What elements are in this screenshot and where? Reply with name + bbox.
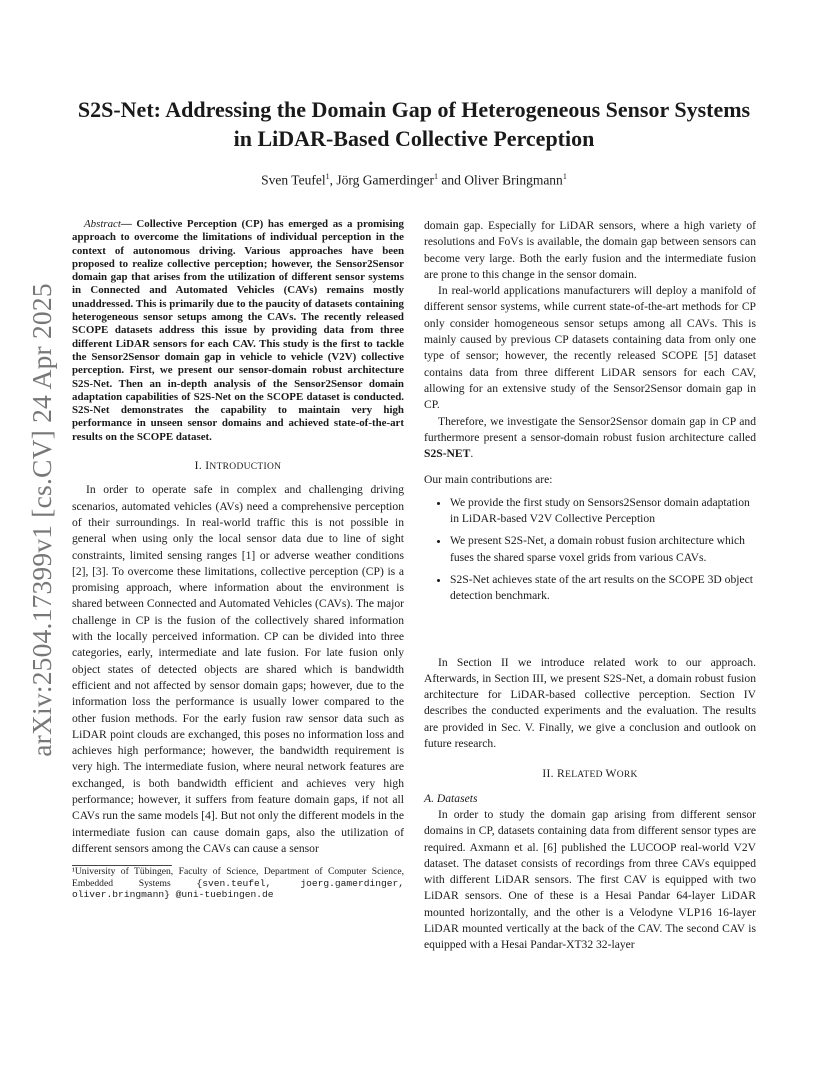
- section-title-rest: ORK: [616, 770, 638, 781]
- author-affiliation: 1: [325, 172, 330, 181]
- introduction-paragraph: In order to operate safe in complex and challenging driving scenarios, automated vehicles (AVs) need a comprehensive perception of their surroundings. In real-world traffic this is not possible in general when using only the local sensor data due to line of sight constraints, limited sensing ranges [1] or adverse weather conditions [2], [3]. To overcome these limitations, collective perception (CP) is a promising approach, where information about the environment is shared between Connected and Automated Vehicles (CAVs). The major challenge in CP is the fusion of the collectively shared information with the locally perceived information. CP can be divided into three categories, early, intermediate and late fusion. For late fusion only object states of detected objects are shared which is bandwidth efficient and not affected by sensor domain gaps; however, due to the information loss the performance is usually lower compared to the other fusion methods. For the early fusion raw sensor data such as LiDAR point clouds are exchanged, this poses no information loss and achieves high performance; however, the bandwidth requirement is very high. The intermediate fusion, where neural network features are exchanged, is both bandwidth efficient and achieves very high performance; however, it suffers from feature domain gaps, if not all CAVs run the same models [4]. But not only the different models in the intermediate fusion can cause domain gaps, also the utilization of different sensors among the CAVs can cause a sensor: [72, 483, 404, 855]
- affiliation-footnote: [72, 866, 404, 901]
- list-item: • We provide the first study on Sensors2Sensor domain adaptation in LiDAR-based V2V Collective Perception: [450, 495, 756, 528]
- author-separator: and: [437, 172, 465, 188]
- author-separator: ,: [329, 172, 337, 188]
- section-heading-introduction: [72, 458, 404, 475]
- method-name: S2S-NET: [424, 447, 471, 461]
- arxiv-identifier-text: arXiv:2504.17399v1 [cs.CV] 24 Apr 2025: [26, 283, 57, 757]
- list-item: • We present S2S-Net, a domain robust fusion architecture which fuses the shared sparse voxel grids from various CAVs.: [450, 533, 756, 566]
- section-heading-related-work: [424, 766, 756, 783]
- body-paragraph: In order to study the domain gap arising from different sensor domains in CP, datasets containing data from different sensor types are required. Axmann et al. [6] published the LUCOOP real-world V2V dataset. The dataset consists of recordings from three CAVs equipped with different LiDAR sensors. The first CAV is equipped with two LiDAR sensors. One of these is a Hesai Pandar 64-layer LiDAR mounted horizontally, and the other is a Velodyne VLP16 16-layer LiDAR mounted vertically at the back of the CAV. The second CAV is equipped with a Hesai Pandar-XT32 32-layer: [424, 807, 756, 952]
- contributions-intro: Our main contributions are:: [424, 473, 553, 487]
- body-paragraph: In real-world applications manufacturers will deploy a manifold of different sensor systems, while current state-of-the-art methods for CP only consider homogeneous sensor setups among all CAVs. This is mainly caused by previous CP datasets containing data from only one type of sensor; however, the recently released SCOPE [5] dataset contains data from three different LiDAR sensors for each CAV, allowing for an extensive study of the Sensor2Sensor domain gap in CP.: [424, 284, 756, 412]
- section-number: I.: [194, 459, 206, 473]
- title-line-2: in LiDAR-Based Collective Perception: [233, 126, 595, 151]
- author-list: [60, 172, 768, 189]
- body-paragraph: [424, 414, 756, 463]
- author-name: Sven Teufel: [261, 172, 326, 188]
- title-line-1: S2S-Net: Addressing the Domain Gap of Heterogeneous Sensor Systems: [77, 97, 751, 122]
- section-title-initial: W: [605, 767, 617, 781]
- footnote-emails: {sven.teufel, joerg.gamerdinger, oliver.bringmann} @uni-tuebingen.de: [72, 877, 405, 901]
- left-column: [72, 218, 404, 901]
- list-item: • S2S-Net achieves state of the art results on the SCOPE 3D object detection benchmark.: [450, 572, 756, 605]
- section-title-initial: I: [205, 459, 210, 473]
- abstract-text: — Collective Perception (CP) has emerged as a promising approach to overcome the limitations of individual perception in the context of autonomous driving. Various approaches have been proposed to realize collective perception; however, the Sensor2Sensor domain gap that arises from the utilization of different sensor systems in Connected and Automated Vehicles (CAVs) remains mostly unaddressed. This is primarily due to the paucity of datasets containing heterogeneous sensor setups among the CAVs. The recently released SCOPE datasets address this issue by providing data from three different LiDAR sensors for each CAV. This study is the first to tackle the Sensor2Sensor domain gap in vehicle to vehicle (V2V) collective perception. First, we present our sensor-domain robust architecture S2S-Net. Then an in-depth analysis of the Sensor2Sensor domain adaptation capabilities of S2S-Net on the SCOPE dataset is conducted. S2S-Net demonstrates the capability to maintain very high performance in unseen sensor domains and achieved state-of-the-art results on the SCOPE dataset.: [72, 218, 404, 443]
- section-number: II.: [542, 767, 558, 781]
- section-title-rest: NTRODUCTION: [209, 462, 282, 473]
- paragraph-text: Therefore, we investigate the Sensor2Sensor domain gap in CP and furthermore present a sensor-domain robust fusion architecture called: [424, 414, 756, 444]
- author-affiliation: 1: [562, 172, 567, 181]
- section-title-initial: R: [557, 767, 566, 781]
- author-name: Oliver Bringmann: [464, 172, 563, 188]
- contributions-list: [424, 495, 756, 605]
- subsection-heading-datasets: A. Datasets: [424, 791, 478, 805]
- right-column: [424, 218, 756, 954]
- author-affiliation: 1: [433, 172, 438, 181]
- section-title-rest: ELATED: [565, 770, 606, 781]
- paper-title: [60, 95, 768, 153]
- abstract: [72, 218, 404, 444]
- arxiv-identifier: [22, 280, 62, 760]
- footnote-affiliation: ¹University of Tübingen, Faculty of Science, Department of Computer Science, Embedded Systems: [72, 866, 404, 889]
- body-paragraph: domain gap. Especially for LiDAR sensors, where a high variety of resolutions and FoVs is available, the domain gap between sensors can become very large. Both the early fusion and the intermediate fusion are prone to this change in the sensor domain.: [424, 219, 756, 281]
- abstract-label: Abstract: [84, 218, 121, 230]
- paragraph-end: .: [470, 447, 474, 461]
- body-paragraph: In Section II we introduce related work to our approach. Afterwards, in Section III, we present S2S-Net, a domain robust fusion architecture for LiDAR-based collective perception. Section IV describes the conducted experiments and the evaluation. The results are provided in Sec. V. Finally, we give a conclusion and outlook on future research.: [424, 655, 756, 751]
- author-name: Jörg Gamerdinger: [336, 172, 434, 188]
